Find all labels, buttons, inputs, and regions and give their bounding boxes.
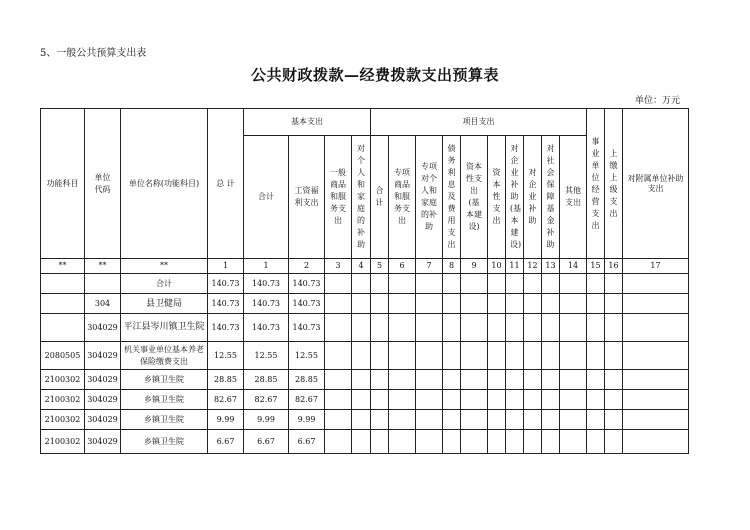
func-code-cell: [41, 294, 85, 314]
index-cell: 8: [443, 259, 461, 274]
func-code-cell: [41, 274, 85, 294]
index-cell: 12: [524, 259, 542, 274]
unit-code-cell: 304029: [85, 430, 121, 454]
salary-cell: 9.99: [289, 410, 325, 430]
index-cell: 5: [371, 259, 389, 274]
index-cell: 15: [587, 259, 605, 274]
header-salary: 工资福利支出: [289, 136, 325, 259]
table-row: [41, 370, 689, 390]
func-code-cell: 2100302: [41, 410, 85, 430]
salary-cell: 140.73: [289, 294, 325, 314]
table-row: [41, 430, 689, 454]
basic-total-cell: 140.73: [244, 274, 289, 294]
index-cell: 3: [325, 259, 352, 274]
func-code-cell: 2100302: [41, 390, 85, 410]
header-total: 总 计: [208, 109, 244, 259]
index-cell: 1: [208, 259, 244, 274]
salary-cell: 140.73: [289, 314, 325, 342]
unit-label: 单位：万元: [634, 96, 680, 106]
header-subsidy: 对个人和家庭的补助: [352, 136, 371, 259]
index-cell: 4: [352, 259, 371, 274]
header-ent-subsidy-1: 对企业补助(基本建设): [506, 136, 524, 259]
index-cell: 6: [389, 259, 416, 274]
unit-code-cell: 304029: [85, 410, 121, 430]
salary-cell: 140.73: [289, 274, 325, 294]
table-row: [41, 342, 689, 370]
unit-code-cell: 304029: [85, 390, 121, 410]
salary-cell: 6.67: [289, 430, 325, 454]
header-basic: 基本支出: [244, 109, 371, 136]
unit-name-cell: 县卫健局: [121, 294, 208, 314]
total-cell: 82.67: [208, 390, 244, 410]
index-cell: 1: [244, 259, 289, 274]
basic-total-cell: 140.73: [244, 314, 289, 342]
total-cell: 12.55: [208, 342, 244, 370]
header-upper: 上缴上级支出: [605, 109, 623, 259]
unit-code-cell: 304029: [85, 314, 121, 342]
header-affiliate: 对附属单位补助支出: [623, 109, 689, 259]
header-capital-1: 资本性支出(基本建设): [461, 136, 488, 259]
basic-total-cell: 82.67: [244, 390, 289, 410]
basic-total-cell: 28.85: [244, 370, 289, 390]
index-row: [41, 259, 689, 274]
unit-name-cell: 乡镇卫生院: [121, 410, 208, 430]
unit-name-cell: 合计: [121, 274, 208, 294]
header-ent-subsidy-2: 对企业补助: [524, 136, 542, 259]
basic-total-cell: 140.73: [244, 294, 289, 314]
table-row: [41, 294, 689, 314]
index-cell: 14: [560, 259, 587, 274]
salary-cell: 82.67: [289, 390, 325, 410]
section-title: 5、一般公共预算支出表: [40, 48, 147, 59]
index-cell: 9: [461, 259, 488, 274]
salary-cell: 28.85: [289, 370, 325, 390]
header-capital-2: 资本性支出: [488, 136, 506, 259]
total-cell: 6.67: [208, 430, 244, 454]
header-basic-total: 合计: [244, 136, 289, 259]
index-cell: 17: [623, 259, 689, 274]
header-special-goods: 专项商品和服务支出: [389, 136, 416, 259]
index-cell: 7: [416, 259, 443, 274]
unit-name-cell: 平江县岑川镇卫生院: [121, 314, 208, 342]
unit-name-cell: 乡镇卫生院: [121, 370, 208, 390]
total-cell: 140.73: [208, 294, 244, 314]
basic-total-cell: 6.67: [244, 430, 289, 454]
table-row: [41, 410, 689, 430]
salary-cell: 12.55: [289, 342, 325, 370]
func-code-cell: 2100302: [41, 370, 85, 390]
header-other: 其他支出: [560, 136, 587, 259]
unit-code-cell: 304029: [85, 370, 121, 390]
index-cell: 2: [289, 259, 325, 274]
index-cell: **: [85, 259, 121, 274]
header-goods: 一般商品和服务支出: [325, 136, 352, 259]
header-operation: 事业单位经营支出: [587, 109, 605, 259]
header-unit-code: 单位代码: [85, 109, 121, 259]
unit-name-cell: 机关事业单位基本养老保险缴费支出: [121, 342, 208, 370]
index-cell: 16: [605, 259, 623, 274]
table-body: [41, 109, 689, 454]
unit-code-cell: [85, 274, 121, 294]
index-cell: 11: [506, 259, 524, 274]
header-proj-total: 合计: [371, 136, 389, 259]
budget-table: [40, 108, 689, 454]
document-title: 公共财政拨款—经费拨款支出预算表: [250, 66, 499, 84]
func-code-cell: [41, 314, 85, 342]
unit-code-cell: 304029: [85, 342, 121, 370]
index-cell: 13: [542, 259, 560, 274]
total-cell: 9.99: [208, 410, 244, 430]
table-row: [41, 274, 689, 294]
basic-total-cell: 9.99: [244, 410, 289, 430]
table-row: [41, 314, 689, 342]
total-cell: 28.85: [208, 370, 244, 390]
unit-code-cell: 304: [85, 294, 121, 314]
header-unit-name: 单位名称(功能科目): [121, 109, 208, 259]
header-project: 项目支出: [371, 109, 587, 136]
table-row: [41, 390, 689, 410]
index-cell: **: [41, 259, 85, 274]
total-cell: 140.73: [208, 274, 244, 294]
header-social: 对社会保障基金补助: [542, 136, 560, 259]
header-special-subsidy: 专项对个人和家庭的补助: [416, 136, 443, 259]
total-cell: 140.73: [208, 314, 244, 342]
basic-total-cell: 12.55: [244, 342, 289, 370]
index-cell: **: [121, 259, 208, 274]
unit-name-cell: 乡镇卫生院: [121, 430, 208, 454]
unit-name-cell: 乡镇卫生院: [121, 390, 208, 410]
header-debt: 债务利息及费用支出: [443, 136, 461, 259]
func-code-cell: 2080505: [41, 342, 85, 370]
func-code-cell: 2100302: [41, 430, 85, 454]
header-func-subject: 功能科目: [41, 109, 85, 259]
index-cell: 10: [488, 259, 506, 274]
